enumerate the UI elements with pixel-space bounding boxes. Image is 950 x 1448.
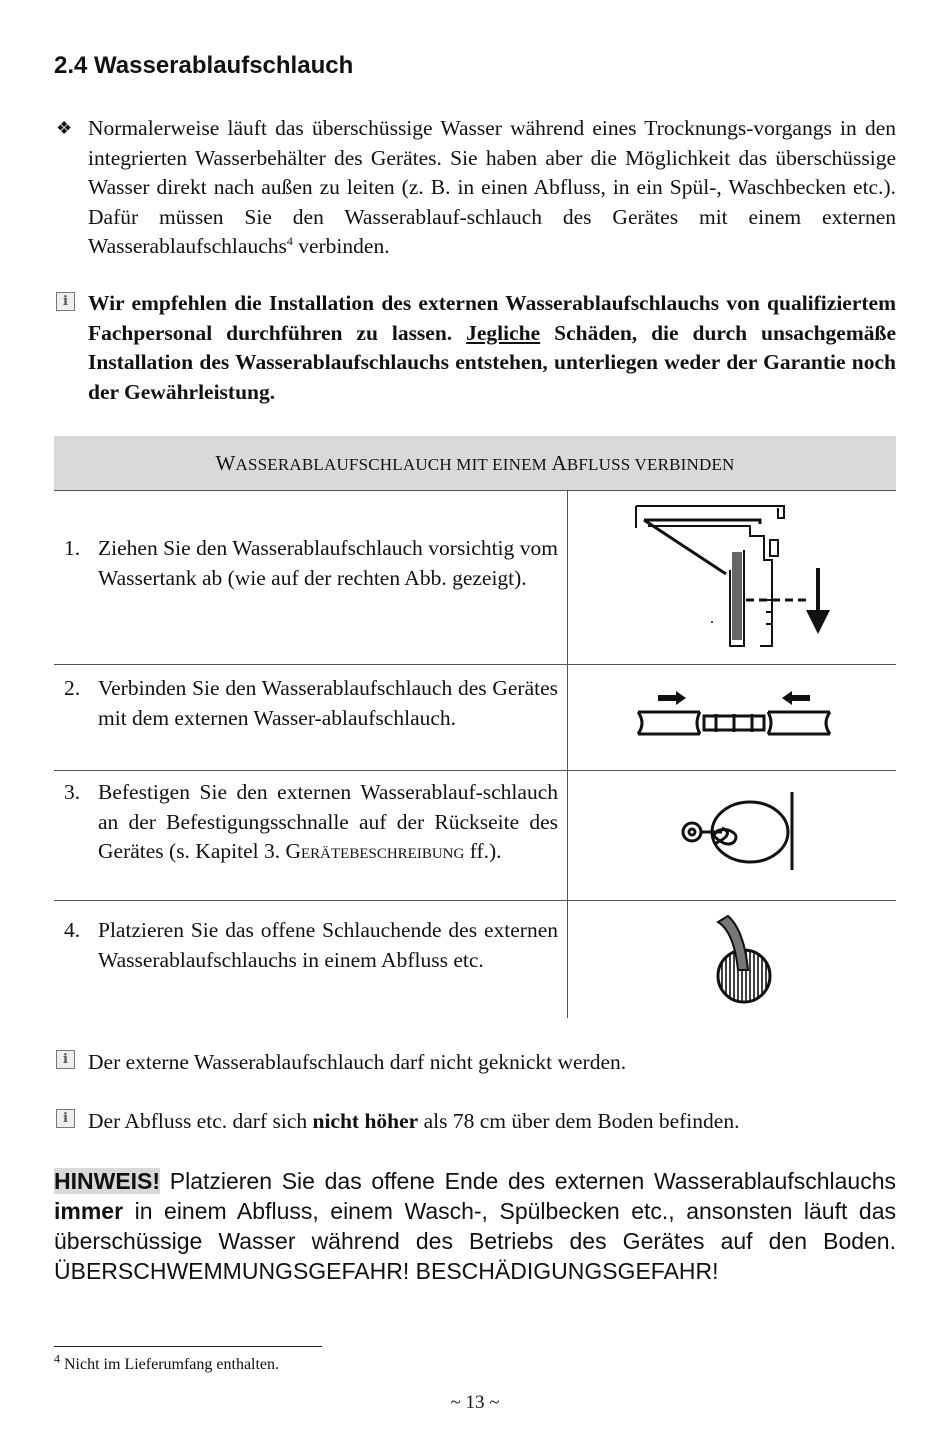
step-text: Platzieren Sie das offene Schlauchende des externen Wasserablaufschlauchs in einem Abfluss etc. xyxy=(98,918,558,972)
footnote xyxy=(54,1351,280,1374)
row-divider xyxy=(54,900,896,901)
steps-table xyxy=(54,490,896,1018)
note-bold: nicht höher xyxy=(312,1109,419,1133)
intro-paragraph xyxy=(88,114,896,262)
warning-text-end: Schäden, die durch unsachgemäße Installation des Wasserablaufschlauchs entstehen, unterliegen weder der Garantie noch der Gewährleistung. xyxy=(88,320,896,404)
note-no-kink: Der externe Wasserablaufschlauch darf nicht geknickt werden. xyxy=(88,1050,627,1074)
hinweis-text-end: in einem Abfluss, einem Wasch-, Spülbecken etc., ansonsten läuft das überschüssige Wasser während des Betriebs des Gerätes auf den Boden. ÜBERSCHWEMMUNGSGEFAHR! BESCHÄDIGUNGSGEFAHR! xyxy=(54,1198,896,1284)
note-height xyxy=(88,1107,896,1137)
header-cap-a: A xyxy=(551,451,567,475)
step-text-end: ff.). xyxy=(464,839,502,863)
warning-paragraph xyxy=(88,289,896,407)
info-icon: i xyxy=(56,1109,75,1128)
hinweis-text: Platzieren Sie das offene Ende des externen Wasserablaufschlauchs xyxy=(160,1168,896,1194)
table-header xyxy=(54,436,896,491)
page-number: ~ 13 ~ xyxy=(450,1392,500,1413)
step-text-main: Befestigen Sie den externen Wasserablauf-schlauch an der Befestigungsschnalle auf der Rückseite des Gerätes (s. Kapitel 3. xyxy=(98,780,558,863)
info-icon: i xyxy=(56,292,75,311)
footnote-ref: 4 xyxy=(286,233,293,248)
warning-underlined: Jegliche xyxy=(466,320,541,345)
step-number: 1. xyxy=(64,536,81,560)
section-heading: 2.4 Wasserablaufschlauch xyxy=(54,52,354,79)
header-text: ASSERABLAUFSCHLAUCH MIT EINEM xyxy=(235,455,552,474)
header-text-end: BFLUSS VERBINDEN xyxy=(566,455,735,474)
hose-removal-icon xyxy=(630,500,836,656)
footnote-text: Nicht im Lieferumfang enthalten. xyxy=(60,1356,280,1373)
intro-text-end: verbinden. xyxy=(292,234,390,258)
step-text-chapter: Gerätebeschreibung xyxy=(285,839,465,863)
hose-clip-icon xyxy=(674,790,814,880)
drain-icon xyxy=(704,910,784,1010)
footnote-rule xyxy=(54,1346,322,1347)
step-number: 3. xyxy=(64,780,81,804)
step-text xyxy=(98,778,558,867)
hinweis-bold: immer xyxy=(54,1198,124,1224)
step-number: 4. xyxy=(64,918,81,942)
step-text: Ziehen Sie den Wasserablaufschlauch vorsichtig vom Wassertank ab (wie auf der rechten Abb. gezeigt). xyxy=(98,536,558,590)
footnote-number: 4 xyxy=(54,1351,60,1366)
info-icon: i xyxy=(56,1050,75,1069)
table-divider xyxy=(567,490,568,1018)
header-cap-w: W xyxy=(215,451,236,475)
intro-text: Normalerweise läuft das überschüssige Wasser während eines Trocknungs-vorgangs in den integrierten Wasserbehälter des Gerätes. Sie haben aber die Möglichkeit das überschüssige Wasser direkt nach außen zu leiten (z. B. in einen Abfluss, in ein Spül-, Waschbecken etc.). Dafür müssen Sie den Wasserablauf-schlauch des Gerätes mit einem externen Wasserablaufschlauchs xyxy=(88,116,896,258)
row-divider xyxy=(54,664,896,665)
row-divider xyxy=(54,770,896,771)
note-text-end: als 78 cm über dem Boden befinden. xyxy=(418,1109,740,1133)
hinweis-label: HINWEIS! xyxy=(54,1168,161,1194)
step-text: Verbinden Sie den Wasserablaufschlauch des Gerätes mit dem externen Wasser-ablaufschlauch. xyxy=(98,676,558,730)
step-number: 2. xyxy=(64,676,81,700)
note-text: Der Abfluss etc. darf sich xyxy=(88,1109,313,1133)
hinweis-notice xyxy=(54,1166,896,1286)
diamond-bullet-icon: ❖ xyxy=(56,118,73,138)
hose-connector-icon xyxy=(634,686,834,742)
warning-text: Wir empfehlen die Installation des externen Wasserablaufschlauchs von qualifiziertem Fachpersonal durchführen zu lassen. xyxy=(88,291,896,345)
